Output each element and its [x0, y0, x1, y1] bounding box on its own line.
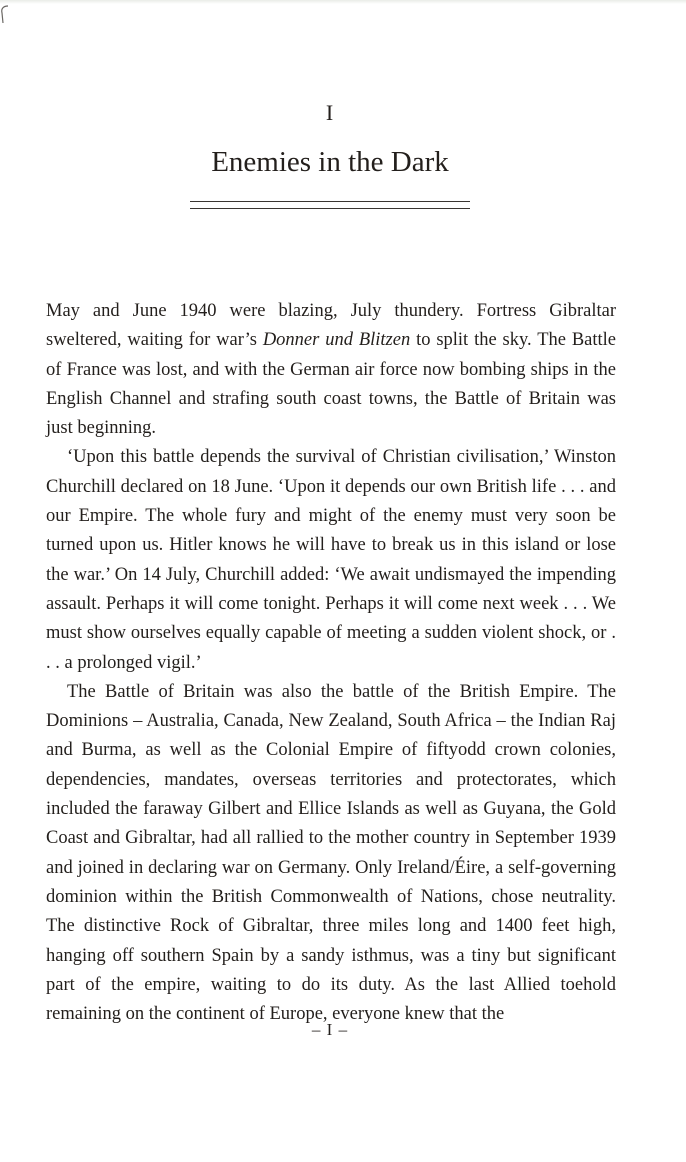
paragraph-3: The Battle of Britain was also the battle of the British Empire. The Dominions – Australia, Canada, New Zealand, South Africa – the Indian Raj and Burma, as well as the Colonial Empire of fiftyodd crown colonies, dependencies, mandates, overseas territories and protectorates, which included the faraway Gilbert and Ellice Islands as well as Guyana, the Gold Coast and Gibraltar, had all rallied to the mother country in September 1939 and joined in declaring war on Germany. Only Ireland/Éire, a self-governing dominion within the British Commonwealth of Nations, chose neutrality. The distinctive Rock of Gibraltar, three miles long and 1400 feet high, hanging off southern Spain by a sandy isthmus, was a tiny but significant part of the empire, waiting to do its duty. As the last Allied toehold remaining on the continent of Europe, everyone knew that the	[46, 681, 616, 1025]
scan-mark-icon	[0, 3, 10, 25]
paragraph-1-after: to split the sky. The Battle of France was lost, and with the German air force now bombing ships in the English Channel and strafing south coast towns, the Battle of Britain was just beginning.	[46, 330, 616, 439]
title-double-rule	[190, 201, 470, 209]
chapter-title: Enemies in the Dark	[211, 146, 449, 178]
paragraph-1	[46, 297, 616, 443]
paragraph-1-italic: Donner und Blitzen	[262, 330, 411, 351]
paragraph-1-before: May and June 1940 were blazing, July thundery. Fortress Gibraltar sweltered, waiting for war’s	[46, 301, 616, 351]
page-number: – I –	[311, 1020, 349, 1039]
scan-top-edge	[0, 0, 686, 4]
body-text	[46, 297, 616, 1029]
paragraph-2: ‘Upon this battle depends the survival of Christian civilisation,’ Winston Churchill declared on 18 June. ‘Upon it depends our own British life . . . and our Empire. The whole fury and might of the enemy must very soon be turned upon us. Hitler knows he will have to break us in this island or lose the war.’ On 14 July, Churchill added: ‘We await undismayed the impending assault. Perhaps it will come tonight. Perhaps it will come next week . . . We must show ourselves equally capable of meeting a sudden violent shock, or . . . a prolonged vigil.’	[46, 447, 616, 673]
chapter-number: I	[325, 100, 335, 125]
